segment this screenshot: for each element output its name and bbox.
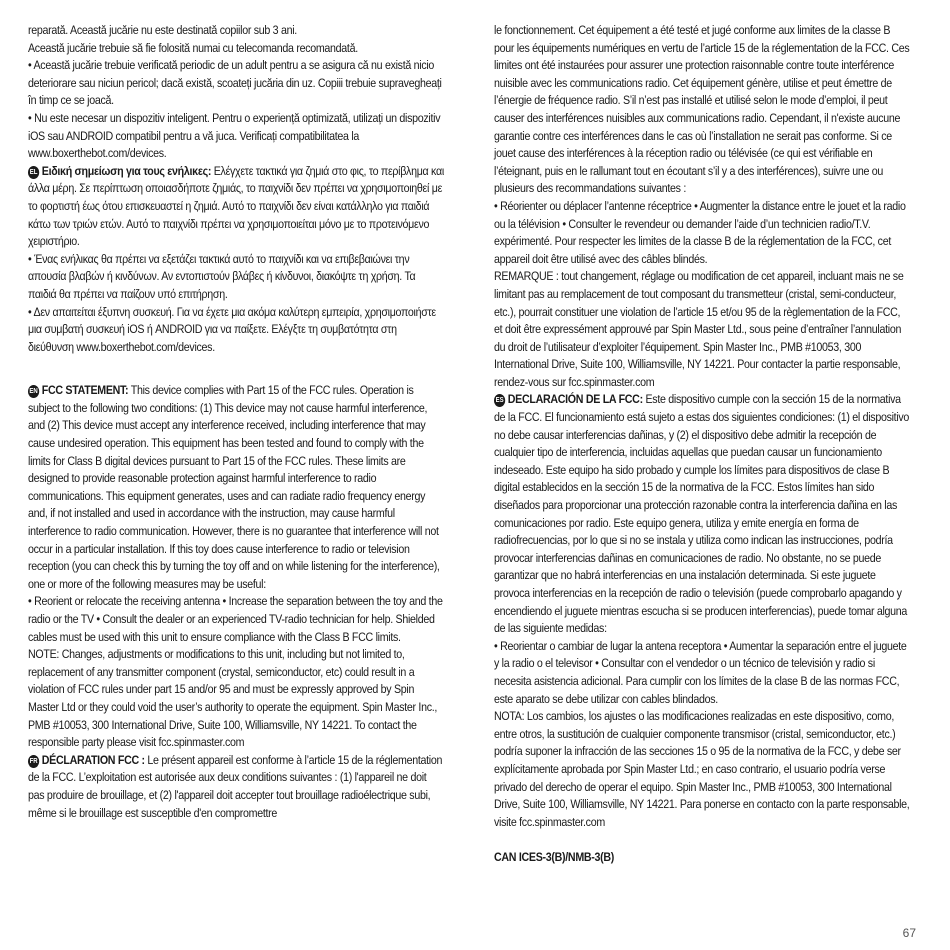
en-measures: • Reorient or relocate the receiving antenna • Increase the separation between the toy and the radio or the TV • Consult the dealer or an experienced TV-radio technician for help. Shielded cables must be used with this unit to ensure compliance with the Class B FCC limits. [28, 594, 443, 644]
can-ices-label: CAN ICES-3(B)/NMB-3(B) [494, 850, 615, 865]
el-section [28, 163, 444, 251]
fr-intro-continued: le fonctionnement. Cet équipement a été testé et jugé conforme aux limites de la classe B pour les équipements numériques en vertu de l’article 15 de la réglementation de la FCC. Ces limites ont été instaurées pour assurer une protection raisonnable contre toute interférence nuisible avec les communications radio. Cet équipement génère, utilise et peut émettre de l’énergie de fréquence radio. S’il n’est pas installé et utilisé selon le mode d’emploi, il peut causer des interférences nuisibles aux communications radio. Cependant, il n'existe aucune garantie contre ces interférences dans le cas où l’installation ne serait pas conforme. Si ce jouet cause des interférences à la réception radio ou télévisée (ce qui est vérifiable en l’éteignant, puis en le rallumant tout en écoutant s’il y a des interférences), suivre une ou plusieurs des recommandations suivantes : [494, 23, 910, 196]
es-section [494, 391, 910, 637]
en-section [28, 382, 444, 593]
greek-language-icon: EL [28, 166, 39, 179]
el-bullet-inspection: • Ένας ενήλικας θα πρέπει να εξετάζει τακτικά αυτό το παιχνίδι και να επιβεβαιώνει την απουσία βλαβών ή κινδύνων. Αν εντοπιστούν βλάβες ή κίνδυνοι, διακόψτε τη χρήση. Τα παιδιά θα πρέπει να παίζουν υπό επιτήρηση. [28, 251, 416, 301]
en-intro: This device complies with Part 15 of the FCC rules. Operation is subject to the following two conditions: (1) This device may not cause harmful interference, and (2) This device must accept any interference received, including interference that may cause undesired operation. This equipment has been tested and found to comply with the limits for Class B digital devices pursuant to Part 15 of the FCC rules. These limits are designed to provide reasonable protection against harmful interference to radio communications. This equipment generates, uses and can radiate radio frequency energy and, if not installed and used in accordance with the instruction, may cause harmful interference to radio communication. However, there is no guarantee that interference will not occur in a particular installation. If this toy does cause interference to radio or television reception (you can check this by turning the toy off and on while listening for the interference), one or more of the following measures may be useful: [28, 383, 440, 591]
left-column [28, 22, 444, 822]
en-note: NOTE: Changes, adjustments or modifications to this unit, including but not limited to, replacement of any transmitter component (crystal, semiconductor, etc) could result in a violation of FCC rules under part 15 and/or 95 and must be expressly approved by Spin Master Ltd or they could void the user’s authority to operate the equipment. Spin Master Inc., PMB #10053, 300 International Drive, Suite 100, Williamsville, NY 14221. To contact the responsible party please visit fcc.spinmaster.com [28, 647, 438, 750]
es-note: NOTA: Los cambios, los ajustes o las modificaciones realizadas en este dispositivo, como, entre otros, la sustitución de cualquier componente transmisor (cristal, semiconductor, etc.) podría suponer la infracción de las secciones 15 o 95 de la normativa de la FCC, y debe ser explícitamente aprobada por Spin Master Ltd.; en caso contrario, el usuario podría verse privado del derecho de operar el equipo. Spin Master Inc., PMB #10053, 300 International Drive, Suite 100, Williamsville, NY 14221. Para ponerse en contacto con la parte responsable, visite fcc.spinmaster.com [494, 709, 910, 829]
page-number: 67 [902, 926, 916, 940]
fr-note: REMARQUE : tout changement, réglage ou modification de cet appareil, incluant mais ne se limitant pas au remplacement de tout composant du transmetteur (cristal, semi-conducteur, etc.), pourrait constituer une violation de l’article 15 et/ou 95 de la règlementation de la FCC, et doit être expressément approuvé par Spin Master Ltd., sous peine d’entraîner l’annulation du droit de l’utilisateur d’exploiter l’équipement. Spin Master Inc., PMB #10053, 300 International Drive, Suite 100, Williamsville, NY 14221. Pour contacter la partie responsable, rendez-vous sur fcc.spinmaster.com [494, 269, 904, 389]
ro-bullet-inspection: • Această jucărie trebuie verificată periodic de un adult pentru a se asigura că nu există nicio deteriorare sau niciun pericol; dacă există, scoateți jucăria din uz. Copiii trebuie supravegheați în timp ce se joacă. [28, 58, 442, 108]
ro-line-2: Această jucărie trebuie să fie folosită numai cu telecomanda recomandată. [28, 40, 358, 55]
el-intro: Ελέγχετε τακτικά για ζημιά στο φις, το περίβλημα και άλλα μέρη. Σε περίπτωση οποιασδήποτε ζημιάς, το παιχνίδι δεν πρέπει να χρησιμοποιηθεί με το φορτιστή έως ότου επισκευαστεί η ζημιά. Αυτό το παιχνίδι δεν είναι κατάλληλο για παιδιά κάτω των τριών ετών. Αυτό το παιχνίδι πρέπει να χρησιμοποιείται μόνο με το προτεινόμενο χειριστήριο. [28, 163, 444, 249]
english-language-icon: EN [28, 385, 39, 398]
en-heading: FCC STATEMENT: [41, 383, 129, 398]
es-measures: • Reorientar o cambiar de lugar la antena receptora • Aumentar la separación entre el juguete y la radio o el televisor • Consultar con el vendedor o un técnico de televisión y radio si necesita asistencia adicional. Para cumplir con los límites de la clase B de las normas FCC, este aparato se debe utilizar con cables blindados. [494, 638, 907, 706]
fr-heading: DÉCLARATION FCC : [41, 752, 145, 767]
es-heading: DECLARACIÓN DE LA FCC: [507, 392, 643, 407]
es-intro: Este dispositivo cumple con la sección 15 de la normativa de la FCC. El funcionamiento está sujeto a estas dos siguientes condiciones: (1) el dispositivo no debe causar interferencias dañinas, y (2) el dispositivo debe admitir la recepción de cualquier tipo de interferencia, incluidas aquellas que puedan causar un funcionamiento indeseado. Este equipo ha sido probado y cumple los límites para dispositivos de clase B digital establecidos en la sección 15 de la normativa de la FCC. Estos límites han sido diseñados para proporcionar una protección razonable contra la interferencia dañina en las comunicaciones por radio. Este equipo genera, utiliza y emite energía en forma de radiofrecuencias, por lo que si no se instala y utiliza como indican las instrucciones, podría provocar interferencias dañinas en comunicaciones de radio. No obstante, no se puede garantizar que no habrá interferencias en una instalación determinada. Si este juguete provoca interferencias en la recepción de radio o televisión (puede comprobarlo apagando y encendiendo el juguete mientras escucha si se producen interferencias), puede tomar alguna de las siguiente medidas: [494, 392, 910, 636]
ro-line-1: reparată. Această jucărie nu este destinată copiilor sub 3 ani. [28, 23, 297, 37]
el-bullet-device: • Δεν απαιτείται έξυπνη συσκευή. Για να έχετε μια ακόμα καλύτερη εμπειρία, χρησιμοποιήστε μια συμβατή συσκευή iOS ή ANDROID για να παίξετε. Ελέγξτε τη συμβατότητα στη διεύθυνση www.boxerthebot.com/devices. [28, 304, 436, 354]
fr-section-start [28, 752, 444, 822]
french-language-icon: FR [28, 755, 39, 768]
spanish-language-icon: ES [494, 394, 505, 407]
el-heading: Ειδική σημείωση για τους ενήλικες: [41, 163, 212, 178]
ro-bullet-device: • Nu este necesar un dispozitiv inteligent. Pentru o experiență optimizată, utilizați un dispozitiv iOS sau ANDROID compatibil pentru a vă juca. Verificați compatibilitatea la www.boxerthebot.com/devices. [28, 110, 441, 161]
fr-intro-start: Le présent appareil est conforme à l’article 15 de la réglementation de la FCC. L’exploitation est autorisée aux deux conditions suivantes : (1) l'appareil ne doit pas produire de brouillage, et (2) l'appareil doit accepter tout brouillage radioélectrique subi, même si le brouillage est susceptible d'en compromettre [28, 752, 443, 820]
right-column [494, 22, 910, 867]
fr-measures: • Réorienter ou déplacer l’antenne réceptrice • Augmenter la distance entre le jouet et la radio ou la télévision • Consulter le revendeur ou demander l’aide d’un technicien radio/T.V. expérimenté. Pour respecter les limites de la classe B de la réglementation de la FCC, cet appareil doit être utilisé avec des câbles blindés. [494, 198, 906, 266]
